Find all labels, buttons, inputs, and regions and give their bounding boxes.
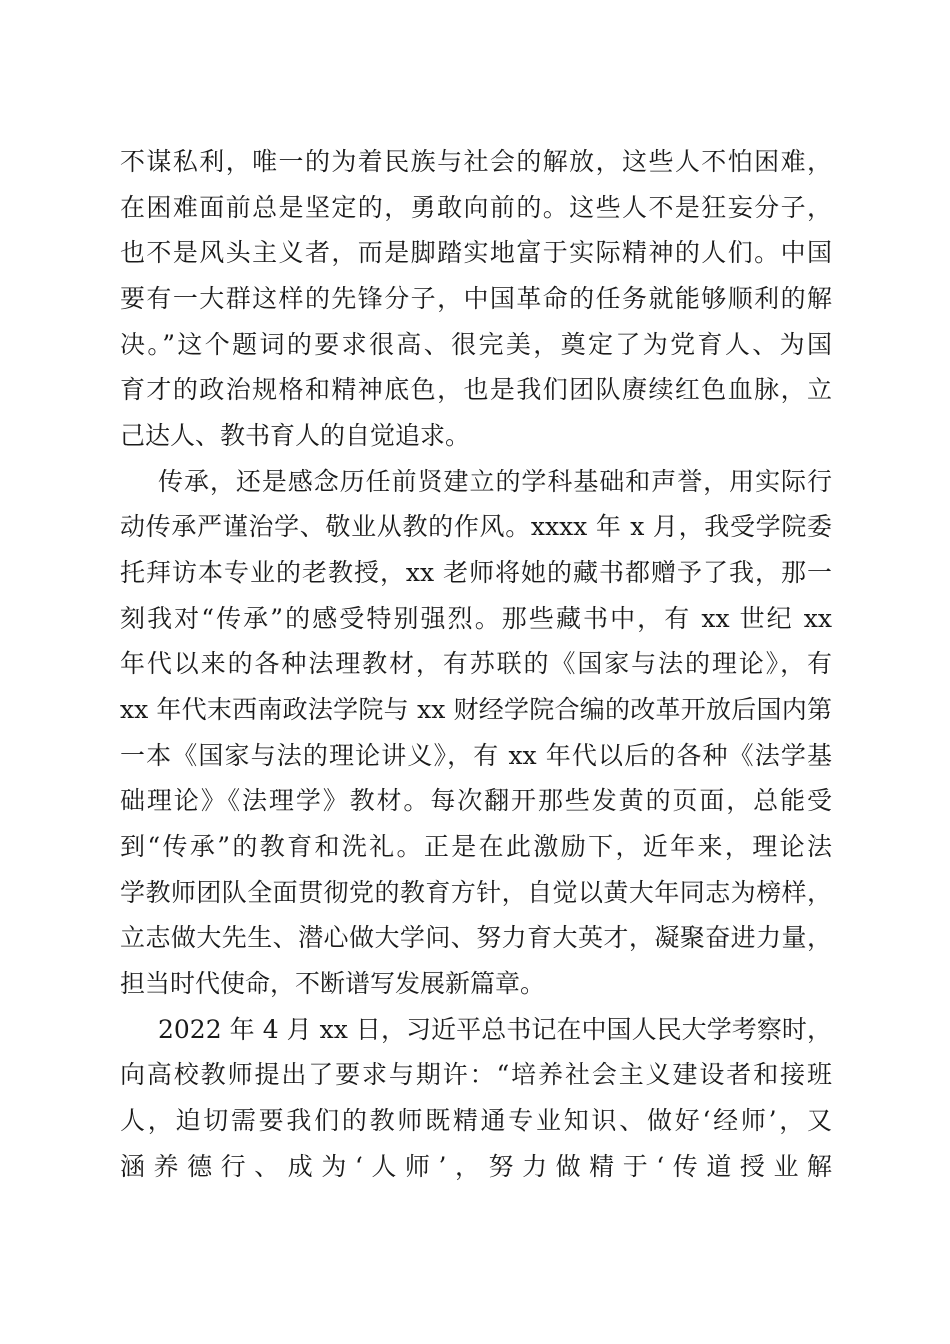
text-line: 育才的政治规格和精神底色，也是我们团队赓续红色血脉，立 bbox=[120, 375, 832, 404]
text-line: 人，迫切需要我们的教师既精通专业知识、做好‘经师’，又 bbox=[120, 1106, 832, 1135]
text-line: 学教师团队全面贯彻党的教育方针，自觉以黄大年同志为榜样， bbox=[120, 878, 832, 907]
text-line: 不谋私利，唯一的为着民族与社会的解放，这些人不怕困难， bbox=[120, 147, 832, 176]
text-line: 在困难面前总是坚定的，勇敢向前的。这些人不是狂妄分子， bbox=[120, 193, 832, 222]
text-line: 己达人、教书育人的自觉追求。 bbox=[120, 421, 471, 450]
text-line: 到“传承”的教育和洗礼。正是在此激励下，近年来，理论法 bbox=[120, 832, 832, 861]
text-line: 一本《国家与法的理论讲义》，有 xx 年代以后的各种《法学基 bbox=[120, 741, 832, 770]
text-line: 动传承严谨治学、敬业从教的作风。xxxx 年 x 月，我受学院委 bbox=[120, 512, 832, 541]
text-line: 向高校教师提出了要求与期许：“培养社会主义建设者和接班 bbox=[120, 1060, 832, 1089]
text-line: 决。”这个题词的要求很高、很完美，奠定了为党育人、为国 bbox=[120, 330, 832, 359]
text-line: 刻我对“传承”的感受特别强烈。那些藏书中，有 xx 世纪 xx bbox=[120, 604, 832, 633]
text-line: 涵养德行、成为‘人师’，努力做精于‘传道授业解 bbox=[120, 1152, 832, 1181]
text-line: 托拜访本专业的老教授，xx 老师将她的藏书都赠予了我，那一 bbox=[120, 558, 832, 587]
text-line: 础理论》《法理学》教材。每次翻开那些发黄的页面，总能受 bbox=[120, 786, 832, 815]
text-line: 担当时代使命，不断谱写发展新篇章。 bbox=[120, 969, 546, 998]
paragraph-first-line: 2022 年 4 月 xx 日，习近平总书记在中国人民大学考察时， bbox=[158, 1015, 832, 1044]
text-line: 年代以来的各种法理教材，有苏联的《国家与法的理论》，有 bbox=[120, 649, 832, 678]
text-line: 也不是风头主义者，而是脚踏实地富于实际精神的人们。中国 bbox=[120, 238, 832, 267]
text-line: 要有一大群这样的先锋分子，中国革命的任务就能够顺利的解 bbox=[120, 284, 832, 313]
paragraph-first-line: 传承，还是感念历任前贤建立的学科基础和声誉，用实际行 bbox=[158, 467, 832, 496]
text-line: 立志做大先生、潜心做大学问、努力育大英才，凝聚奋进力量， bbox=[120, 923, 832, 952]
text-line: xx 年代末西南政法学院与 xx 财经学院合编的改革开放后国内第 bbox=[120, 695, 832, 724]
